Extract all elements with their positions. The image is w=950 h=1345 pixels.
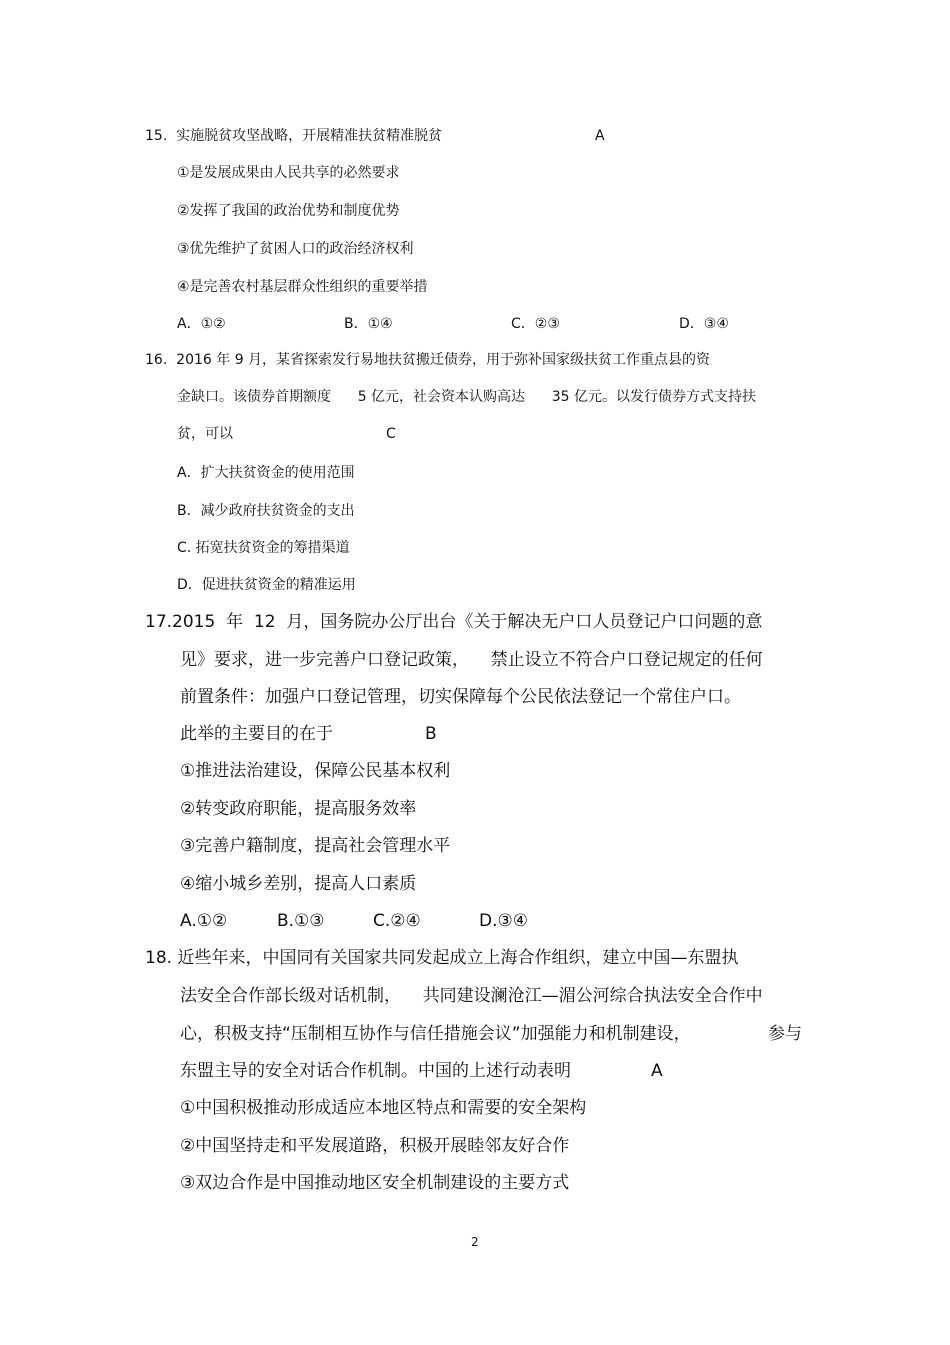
q17-answer: B	[425, 724, 437, 744]
q15-option-b: B．①④	[344, 316, 393, 332]
q18-stem-line-3: 心，积极支持“压制相互协作与信任措施会议”加强能力和机制建设，	[180, 1024, 691, 1044]
q16-stem-line-1: 16. 2016 年 9 月，某省探索发行易地扶贫搬迁债券，用于弥补国家级扶贫工作重点县的资	[145, 352, 711, 368]
q18-item-1: ①中国积极推动形成适应本地区特点和需要的安全架构	[180, 1098, 587, 1118]
q18-item-2: ②中国坚持走和平发展道路，积极开展睦邻友好合作	[180, 1136, 570, 1156]
q16-stem-line-2: 金缺口。该债券首期额度 5 亿元，社会资本认购高达 35 亿元。以发行债券方式支持扶	[177, 389, 757, 405]
q17-item-4: ④缩小城乡差别，提高人口素质	[180, 874, 417, 894]
q16-option-a: A．扩大扶贫资金的使用范围	[177, 465, 355, 481]
q15-item-4: ④是完善农村基层群众性组织的重要举措	[177, 279, 428, 295]
q16-option-c: C. 拓宽扶贫资金的筹措渠道	[177, 540, 350, 556]
q17-option-a: A.①②	[180, 911, 228, 931]
q18-stem-line-2: 法安全合作部长级对话机制， 共同建设澜沧江—湄公河综合执法安全合作中	[180, 986, 763, 1006]
page-number: 2	[471, 1235, 479, 1249]
q18-item-3: ③双边合作是中国推动地区安全机制建设的主要方式	[180, 1173, 570, 1193]
q16-option-b: B．减少政府扶贫资金的支出	[177, 503, 355, 519]
q18-stem-line-4: 东盟主导的安全对话合作机制。中国的上述行动表明	[180, 1061, 571, 1081]
q15-item-3: ③优先维护了贫困人口的政治经济权利	[177, 241, 414, 257]
q18-answer: A	[651, 1061, 663, 1081]
q17-item-3: ③完善户籍制度，提高社会管理水平	[180, 836, 451, 856]
q18-stem-line-1: 18. 近些年来，中国同有关国家共同发起成立上海合作组织，建立中国—东盟执	[145, 948, 739, 968]
q17-stem-line-3: 前置条件：加强户口登记管理，切实保障每个公民依法登记一个常住户口。	[180, 687, 741, 707]
q15-option-a: A．①②	[177, 316, 226, 332]
q16-stem-line-3: 贫，可以	[177, 426, 233, 442]
q17-item-1: ①推进法治建设，保障公民基本权利	[180, 761, 451, 781]
q17-option-b: B.①③	[277, 911, 325, 931]
q15-item-1: ①是发展成果由人民共享的必然要求	[177, 165, 400, 181]
q15-stem: 15. 实施脱贫攻坚战略，开展精准扶贫精准脱贫	[145, 128, 443, 144]
q15-option-d: D．③④	[679, 316, 729, 332]
q17-stem-line-4: 此举的主要目的在于	[180, 724, 333, 744]
q17-item-2: ②转变政府职能，提高服务效率	[180, 799, 417, 819]
q18-stem-line-3-end: 参与	[768, 1024, 802, 1044]
q17-option-d: D.③④	[479, 911, 528, 931]
q16-answer: C	[386, 426, 396, 442]
q17-stem-line-1: 17.2015 年 12 月，国务院办公厅出台《关于解决无户口人员登记户口问题的意	[145, 612, 763, 632]
q15-option-c: C．②③	[511, 316, 560, 332]
q16-option-d: D．促进扶贫资金的精准运用	[177, 577, 356, 593]
q15-answer: A	[595, 128, 605, 144]
q17-option-c: C.②④	[373, 911, 421, 931]
q17-stem-line-2: 见》要求，进一步完善户口登记政策， 禁止设立不符合户口登记规定的任何	[180, 650, 763, 670]
q15-item-2: ②发挥了我国的政治优势和制度优势	[177, 203, 400, 219]
